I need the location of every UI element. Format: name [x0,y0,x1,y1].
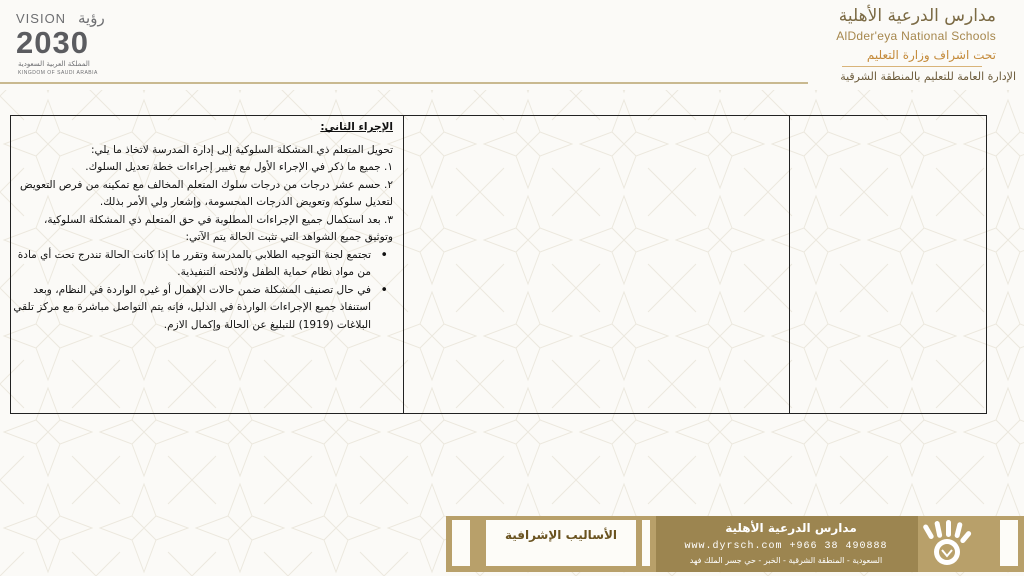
school-hand-logo-icon [920,520,974,568]
footer-contact: www.dyrsch.com +966 38 490888 [684,541,888,552]
procedure-bullet-list [13,247,393,335]
school-name-arabic: مدارس الدرعية الأهلية [838,6,996,26]
procedure-item: ٢. حسم عشر درجات من درجات سلوك المتعلم المخالف مع تمكينه من فرص التعويض لتعديل سلوكه وتعويض الدرجات المحسومة، وإشعار ولي الأمر بذلك. [19,178,393,208]
footer-address: السعودية - المنطقة الشرقية - الخبر - حي جسر الملك فهد [689,556,883,565]
ministry-line: تحت اشراف وزارة التعليم [866,48,996,62]
kingdom-english: KINGDOM OF SAUDI ARABIA [18,70,98,76]
footer-school-name: مدارس الدرعية الأهلية [725,521,857,535]
procedure-item: ٣. بعد استكمال جميع الإجراءات المطلوبة في حق المتعلم ذي المشكلة السلوكية، وتوثيق جميع الشواهد التي تثبت الحالة يتم الآتي: [43,213,393,243]
footer-stripe [1000,520,1018,566]
directorate-line: الإدارة العامة للتعليم بالمنطقة الشرقية [840,70,1016,83]
footer-stripe [452,520,470,566]
column-divider [403,116,404,413]
procedure-bullet: • في حال تصنيف المشكلة ضمن حالات الإهمال أو غيره الواردة في النظام، وبعد استنفاذ جميع الإجراءات الواردة في الدليل، فإنه يتم التواصل مباشرة مع مركز تلقي البلاغات (1919) للتبليغ عن الحالة وإكمال الازم. [13,282,371,335]
procedure-heading: الإجراء الثاني: [320,121,393,133]
footer-stripe [642,520,650,566]
vision-word: VISION [16,11,67,26]
procedure-table [10,115,987,414]
procedure-intro: تحويل المتعلم ذي المشكلة السلوكية إلى إدارة المدرسة لاتخاذ ما يلي: [90,143,393,156]
procedure-bullet: • تجتمع لجنة التوجيه الطلابي بالمدرسة وتقرر ما إذا كانت الحالة تندرج تحت أي مادة من مواد نظام حماية الطفل ولائحته التنفيذية. [13,247,371,282]
footer-section-label: الأساليب الإشرافية [504,528,618,542]
footer-label-box [486,520,636,566]
column-divider [789,116,790,413]
vision-year: 2030 [16,25,89,60]
school-name-english: AlDder'eya National Schools [836,29,996,43]
header-divider [0,82,808,84]
ministry-underline [842,66,982,67]
kingdom-arabic: المملكة العربية السعودية [18,60,90,68]
procedure-item: ١. جميع ما ذكر في الإجراء الأول مع تغيير إجراءات خطة تعديل السلوك. [85,161,393,173]
footer-banner [446,516,1024,572]
vision-2030-logo [14,8,124,76]
vision-arabic: رؤية [78,9,105,27]
procedure-cell [13,116,398,334]
